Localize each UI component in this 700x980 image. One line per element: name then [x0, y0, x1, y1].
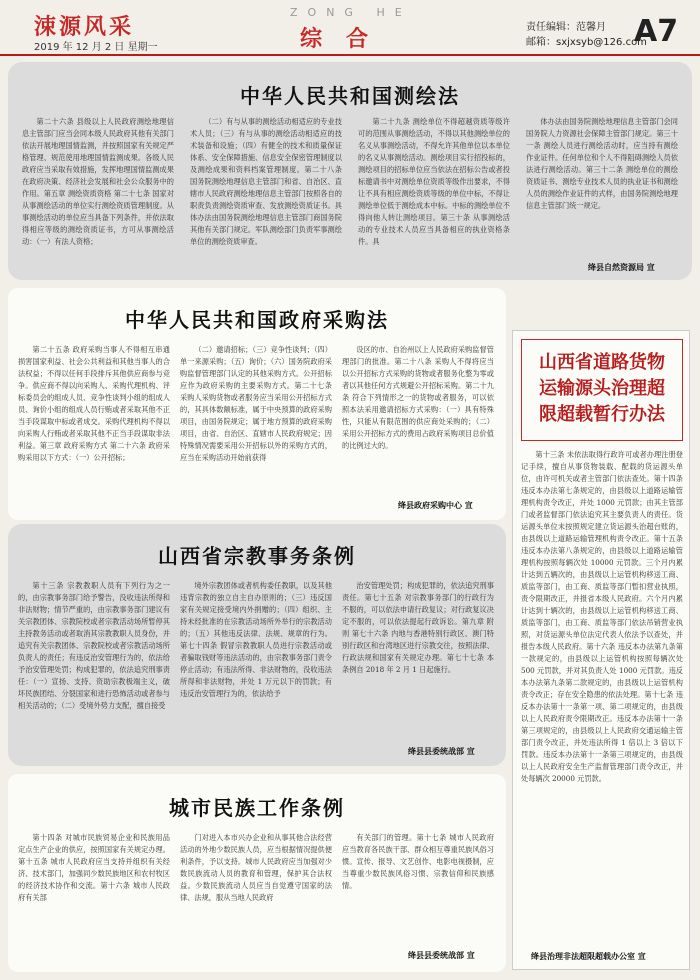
- column-text: 治安管理处罚；构成犯罪的，依法追究刑事责任。第七十五条 对宗教事务部门的行政行为不服的，可以依法申请行政复议；对行政复议决定不服的，可以依法提起行政诉讼。第九章 附则 第七十六条 内地与香港特别行政区、澳门特别行政区和台湾地区进行宗教交往，按照法律、行政法规和国家有关规定办理。第七十七条 本条例自 2018 年 2 月 1 日起施行。: [342, 581, 494, 674]
- column-text: 第二十六条 县级以上人民政府测绘地理信息主管部门应当会同本级人民政府其他有关部门依法开展地理国情监测，并按照国家有关规定严格管理、规范使用地理国情监测成果。各级人民政府应当采取有效措施，发挥地理国情监测成果在政府决策、经济社会发展和社会公众服务中的作用。第五章 测绘资质资格 第二十七条 国家对从事测绘活动的单位实行测绘资质管理制度。从事测绘活动的单位应当具备下列条件，并依法取得相应等级的测绘资质证书，方可从事测绘活动：（一）有法人资格；: [22, 117, 174, 246]
- article-procurement-law: [8, 288, 506, 520]
- column-text: 设区的市、自治州以上人民政府采购监督管理部门的批准。第二十八条 采购人不得将应当以公开招标方式采购的货物或者服务化整为零或者以其他任何方式规避公开招标采购。第二十九条 符合下列情形之一的货物或者服务，可以依照本法采用邀请招标方式采购：（一）具有特殊性，只能从有限范围的供应商处采购的；（二）采用公开招标方式的费用占政府采购项目总价值的比例过大的。: [342, 345, 494, 450]
- article-column-1: [22, 116, 174, 276]
- article-column-1: [18, 580, 170, 760]
- article-column-1: [18, 832, 170, 966]
- newspaper-brand: 涑源风采: [34, 14, 135, 40]
- article-column-2: [180, 344, 332, 514]
- column-text: 第二十五条 政府采购当事人不得相互串通损害国家利益、社会公共利益和其他当事人的合法权益；不得以任何手段排斥其他供应商参与竞争。供应商不得以向采购人、采购代理机构、评标委员会的组成人员、竞争性谈判小组的组成人员、询价小组的组成人员行贿或者采取其他不正当手段谋取中标或者成交。采购代理机构不得以向采购人行贿或者采取其他不正当手段谋取非法利益。第三章 政府采购方式 第二十六条 政府采购采用以下方式：（一）公开招标；: [18, 345, 170, 462]
- article-column-3: [358, 116, 510, 276]
- sidebar-title-line-1: 山西省道路货物: [539, 352, 665, 373]
- editor-info: [526, 20, 647, 50]
- column-text: 有关部门的管理。第十七条 城市人民政府应当教育各民族干部、群众相互尊重民族风俗习惯。宣传、报导、文艺创作、电影电视摄制，应当尊重少数民族风俗习惯、宗教信仰和民族感情。: [342, 833, 494, 890]
- article-column-1: [18, 344, 170, 514]
- sidebar-title-line-3: 限超载暂行办法: [539, 404, 665, 425]
- article-column-2: [190, 116, 342, 276]
- sidebar-title-line-2: 运输源头治理超: [539, 378, 665, 399]
- article-religious-affairs: [8, 524, 506, 766]
- sidebar-body: [521, 449, 683, 945]
- sidebar-source: 绛县治理非法超限超载办公室 宣: [531, 952, 646, 961]
- sidebar-title: [521, 339, 683, 441]
- article-surveying-law: [8, 62, 692, 280]
- column-text: （二）有与从事的测绘活动相适应的专业技术人员；（三）有与从事的测绘活动相适应的技术装备和设施；（四）有健全的技术和质量保证体系、安全保障措施、信息安全保密管理制度以及测绘成果和资料档案管理制度。第二十八条 国务院测绘地理信息主管部门和省、自治区、直辖市人民政府测绘地理信息主管部门按照各自的职责负责测绘资质审查、发放测绘资质证书。具体办法由国务院测绘地理信息主管部门商国务院其他有关部门规定。军队测绘部门负责军事测绘单位的测绘资质审查。: [190, 117, 342, 246]
- sidebar-article-overload: [512, 330, 690, 970]
- article-title: 中华人民共和国政府采购法: [125, 308, 389, 332]
- section-pinyin: ZONG HE: [290, 6, 412, 19]
- column-text: 门对进入本市兴办企业和从事其他合法经营活动的外地少数民族人员，应当根据情况提供便利条件，予以支持。城市人民政府应当加强对少数民族流动人员的教育和管理，保护其合法权益。少数民族流动人员应当自觉遵守国家的法律、法规，服从当地人民政府: [180, 833, 332, 902]
- article-column-3: [342, 344, 494, 494]
- editor-email: 邮箱：sxjxsyb@126.com: [526, 37, 647, 48]
- column-text: 第二十九条 测绘单位不得超越资质等级许可的范围从事测绘活动，不得以其他测绘单位的名义从事测绘活动，不得允许其他单位以本单位的名义从事测绘活动。测绘项目实行招投标的，测绘项目的招标单位应当依法在招标公告或者投标邀请书中对测绘单位资质等级作出要求，不得让不具有相应测绘资质等级的单位中标，不得让测绘单位低于测绘成本中标。中标的测绘单位不得向他人转让测绘项目。第三十条 从事测绘活动的专业技术人员应当具备相应的执业资格条件。具: [358, 117, 510, 246]
- article-column-2: [180, 832, 332, 966]
- article-source: 绛县县委统战部 宣: [408, 951, 475, 960]
- masthead: [0, 0, 700, 56]
- article-source: 绛县县委统战部 宣: [408, 747, 475, 756]
- article-source: 绛县政府采购中心 宣: [398, 501, 473, 510]
- section-title: 综合: [300, 26, 393, 52]
- article-column-3: [342, 580, 494, 740]
- article-column-4: [526, 116, 678, 256]
- column-text: 第十三条 未依法取得行政许可或者办理注册登记手续，擅自从事货物装载、配载的货运源头单位，由许可机关或者主管部门依法查处。第十四条 违反本办法第七条规定的，由县级以上道路运输管理机构责令改正，并处 1000 元罚款；由其主管部门或者监督部门依法追究其主要负责人的责任。货运源头单位未按照规定建立货运源头治超台账的，由县级以上道路运输管理机构责令改正。第十五条 违反本办法第八条规定的，由县级以上道路运输管理机构按照每辆次处 10000 元罚款。三个月内累计达到五辆次的，由县级以上运管机构移送工商、质监等部门，由工商、质监等部门暂扣营业执照，责令限期改正，并报省本级人民政府。六个月内累计达到十辆次的，由县级以上运管机构移送工商、质监等部门，由工商、质监等部门依法吊销营业执照，对货运源头单位法定代表人依法予以查处，并报告本级人民政府。第十六条 违反本办法第九条第一款规定的，由县级以上运管机构按照每辆次处 500 元罚款，并对其负责人处 1000 元罚款。违反本办法第九条第二款规定的，由县级以上运管机构责令改正；存在安全隐患的依法处理。第十七条 违反本办法第十一条第一项、第二项规定的，由县级以上人民政府责令限期改正。违反本办法第十一条第三项规定的，由县级以上人民政府交通运输主管部门责令改正，并处违法所得 1 倍以上 3 倍以下罚款。违反本办法第十一条第三项规定的，由县级以上人民政府安全生产监督管理部门责令改正，并处每辆次 20000 元罚款。: [521, 450, 683, 783]
- column-text: 体办法由国务院测绘地理信息主管部门会同国务院人力资源社会保障主管部门规定。第三十一条 测绘人员进行测绘活动时，应当持有测绘作业证件。任何单位和个人不得阻碍测绘人员依法进行测绘活动。第三十二条 测绘单位的测绘资质证书、测绘专业技术人员的执业证书和测绘人员的测绘作业证件的式样，由国务院测绘地理信息主管部门统一规定。: [526, 117, 678, 210]
- article-ethnic-affairs: [8, 774, 506, 972]
- article-title: 城市民族工作条例: [169, 796, 345, 820]
- article-column-2: [180, 580, 332, 760]
- column-text: （二）邀请招标；（三）竞争性谈判；（四）单一来源采购；（五）询价；（六）国务院政府采购监督管理部门认定的其他采购方式。公开招标应作为政府采购的主要采购方式。第二十七条 采购人采购货物或者服务应当采用公开招标方式的，其具体数额标准，属于中央预算的政府采购项目，由国务院规定；属于地方预算的政府采购项目，由省、自治区、直辖市人民政府规定；因特殊情况需要采用公开招标以外的采购方式的，应当在采购活动开始前获得: [180, 345, 332, 462]
- column-text: 第十四条 对城市民族贸易企业和民族用品定点生产企业的供应，按照国家有关规定办理。第十五条 城市人民政府应当支持并组织有关经济、技术部门，加强同少数民族地区和农村牧区的经济技术协作和交流。第十六条 城市人民政府有关部: [18, 833, 170, 902]
- column-text: 第十三条 宗教教职人员有下列行为之一的，由宗教事务部门给予警告，没收违法所得和非法财物；情节严重的，由宗教事务部门建议有关宗教团体、宗教院校或者宗教活动场所暂停其主持教务活动或者取消其宗教教职人员身份，并追究有关宗教团体、宗教院校或者宗教活动场所负责人的责任；有违反治安管理行为的，依法给予治安管理处罚；构成犯罪的，依法追究刑事责任：（一）宣扬、支持、资助宗教极端主义，破坏民族团结、分裂国家和进行恐怖活动或者参与相关活动的；（二）受境外势力支配，擅自接受: [18, 581, 170, 710]
- article-title: 中华人民共和国测绘法: [240, 84, 460, 108]
- editor-name: 责任编辑：范馨月: [526, 22, 606, 33]
- article-title: 山西省宗教事务条例: [158, 544, 356, 568]
- page-number: A7: [634, 14, 679, 49]
- column-text: 境外宗教团体或者机构委任教职，以及其他违背宗教的独立自主自办原则的；（三）违反国家有关规定接受境内外捐赠的；（四）组织、主持未经批准的在宗教活动场所外举行的宗教活动的；（五）其他违反法律、法规、规章的行为。第七十四条 假冒宗教教职人员进行宗教活动或者骗取钱财等违法活动的，由宗教事务部门责令停止活动；有违法所得、非法财物的，没收违法所得和非法财物，并处 1 万元以下的罚款；有违反治安管理行为的，依法给予: [180, 581, 332, 698]
- article-source: 绛县自然资源局 宣: [588, 263, 655, 272]
- article-column-3: [342, 832, 494, 942]
- issue-date: 2019 年 12 月 2 日 星期一: [34, 42, 158, 53]
